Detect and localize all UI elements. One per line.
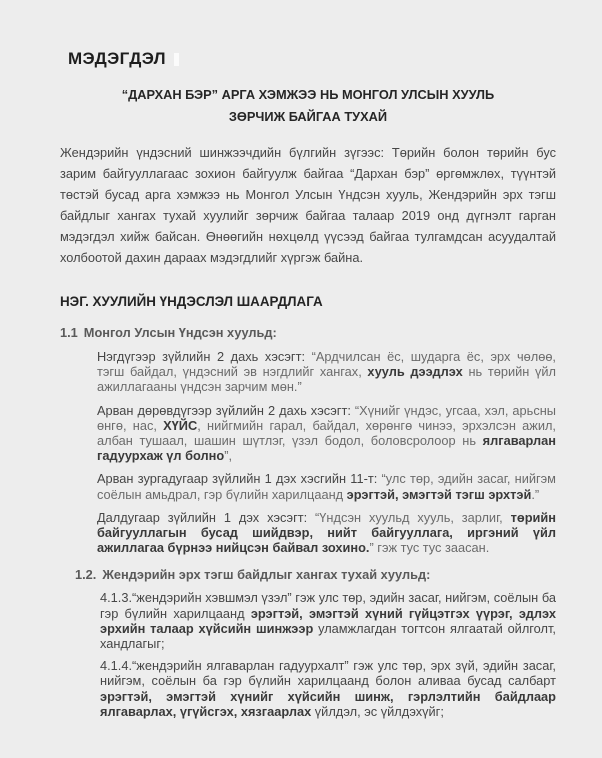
text-cursor-mark: [174, 53, 179, 66]
document-title-row: [68, 50, 556, 68]
document-heading-line2: ЗӨРЧИЖ БАЙГАА ТУХАЙ: [228, 109, 388, 124]
document-title: МЭДЭГДЭЛ: [68, 49, 166, 68]
subsection-1-2-number: 1.2.: [75, 567, 97, 583]
subsection-1-1-number: 1.1: [60, 325, 78, 340]
subsection-1-1-title: Монгол Улсын Үндсэн хуульд:: [83, 325, 277, 340]
subsection-1-1-heading: [60, 325, 556, 341]
section-1-heading: НЭГ. ХУУЛИЙН ҮНДЭСЛЭЛ ШААРДЛАГА: [60, 294, 323, 309]
clause-paragraph-4-1-4: 4.1.4.“жендэрийн ялгаварлан гадуурхалт” гэж улс төр, эрх зүй, эдийн засаг, нийгэм, соёлын ба гэр бүлийн харилцаанд болон аливаа бусад салбарт эрэгтэй, эмэгтэй хүнийг хүйсийн шинж, гэрлэлтийн байдлаар ялгаварлах, үгүйсгэх, хязгаарлах үйлдэл, эс үйлдэхүйг;: [100, 658, 556, 719]
clause-paragraph-constitution-70: Далдугаар зүйлийн 1 дэх хэсэгт: “Үндсэн хуульд хууль, зарлиг, төрийн байгууллагын бусад шийдвэр, нийт байгууллага, иргэний үйл ажиллагаа бүрнээ нийцсэн байвал зохино.” гэж тус тус заасан.: [97, 509, 556, 556]
document-content: [60, 50, 556, 719]
clause-paragraph-constitution-1: Нэгдүгээр зүйлийн 2 дахь хэсэгт: “Ардчилсан ёс, шударга ёс, эрх чөлөө, тэгш байдал, үндэсний эв нэгдлийг хангах, хууль дээдлэх нь төрийн үйл ажиллагааны үндсэн зарчим мөн.”: [97, 349, 556, 395]
subsection-1-2-heading: [75, 567, 556, 583]
document-heading: [60, 84, 556, 128]
clause-paragraph-constitution-16: Арван зургадугаар зүйлийн 1 дэх хэсгийн 11-т: “улс төр, эдийн засаг, нийгэм соёлын амьдрал, гэр бүлийн харилцаанд эрэгтэй, эмэгтэй тэгш эрхтэй.”: [97, 471, 556, 502]
intro-paragraph: Жендэрийн үндэсний шинжээчдийн бүлгийн зүгээс: Төрийн болон төрийн бус зарим байгууллагаас зохион байгуулж байгаа “Дархан бэр” өргөмжлөх, түүнтэй төстэй бусад арга хэмжээ нь Монгол Улсын Үндсэн хууль, Жендэрийн эрх тэгш байдлыг хангах тухай хуулийг зөрчиж байгаа талаар 2019 онд дүгнэлт гарган мэдэгдэл хийж байсан. Өнөөгийн нөхцөлд үүсээд байгаа тулгамдсан асуудалтай холбоотой дахин дараах мэдэгдлийг хүргэж байна.: [60, 145, 556, 265]
clause-paragraph-4-1-3: 4.1.3.“жендэрийн хэвшмэл үзэл” гэж улс төр, эдийн засаг, нийгэм, соёлын ба гэр бүлийн харилцаанд эрэгтэй, эмэгтэй хүний гүйцэтгэх үүрэг, эдлэх эрхийн талаар хүйсийн шинжээр уламжлагдан тогтсон ялгаатай ойлголт, хандлагыг;: [100, 590, 556, 652]
subsection-1-2-title: Жендэрийн эрх тэгш байдлыг хангах тухай хуульд:: [102, 567, 431, 583]
document-heading-line1: “ДАРХАН БЭР” АРГА ХЭМЖЭЭ НЬ МОНГОЛ УЛСЫН ХУУЛЬ: [121, 87, 495, 102]
clause-paragraph-constitution-14: Арван дөрөвдүгээр зүйлийн 2 дахь хэсэгт: “Хүнийг үндэс, угсаа, хэл, арьсны өнгө, нас, ХҮЙС, нийгмийн гарал, байдал, хөрөнгө чинээ, эрхэлсэн ажил, албан тушаал, шашин шүтлэг, үзэл бодол, боловсролоор нь ялгаварлан гадуурхаж үл болно”,: [97, 402, 556, 464]
